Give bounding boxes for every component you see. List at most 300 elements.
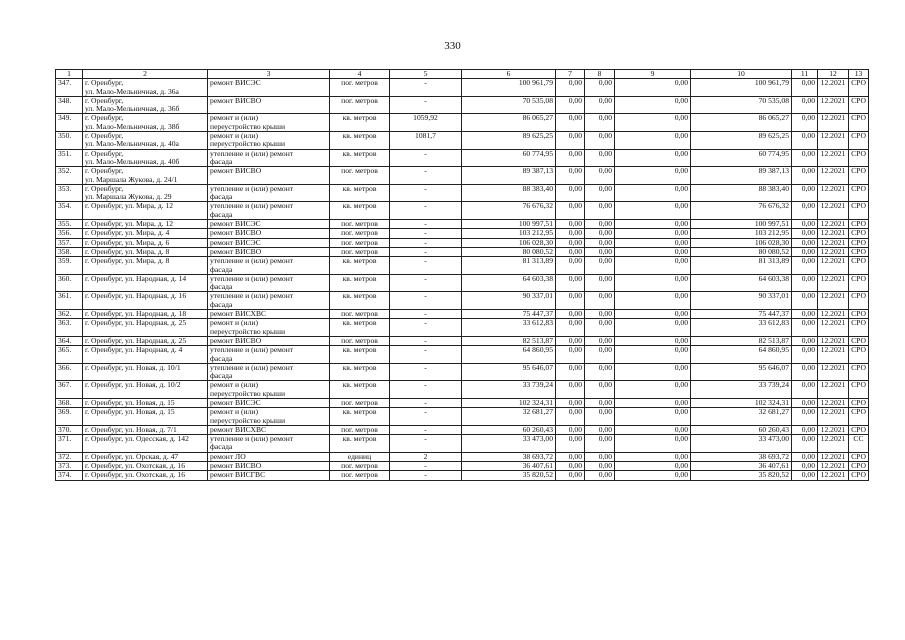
work-type-cell xyxy=(208,425,330,434)
cost-col7-cell: 0,00 xyxy=(556,229,585,238)
cost-col9-cell: 0,00 xyxy=(615,408,691,426)
fund-type-cell: СРО xyxy=(849,398,869,407)
work-type-cell xyxy=(208,114,330,132)
work-type-cell xyxy=(208,398,330,407)
work-type-cell-line: утепление и (или) ремонт xyxy=(210,291,294,301)
address-cell xyxy=(83,257,208,275)
fund-type-cell: СРО xyxy=(849,132,869,150)
cost-col11-cell: 0,00 xyxy=(792,274,818,292)
cost-col7-cell: 0,00 xyxy=(556,435,585,453)
fund-type-cell: СРО xyxy=(849,220,869,229)
quantity-cell: - xyxy=(390,257,462,275)
fund-cost-cell: 106 028,30 xyxy=(691,238,792,247)
quantity-cell: - xyxy=(390,238,462,247)
unit-cell: пог. метров xyxy=(330,425,390,434)
address-cell-line: г. Оренбург, xyxy=(85,113,124,123)
unit-cell: кв. метров xyxy=(330,114,390,132)
table-body xyxy=(56,79,869,480)
cost-col7-cell: 0,00 xyxy=(556,471,585,480)
cost-col8-cell: 0,00 xyxy=(585,202,615,220)
page-number: 330 xyxy=(444,40,461,52)
cost-col9-cell: 0,00 xyxy=(615,202,691,220)
address-cell-line: г. Оренбург, ул. Новая, д. 10/2 xyxy=(85,380,181,390)
work-type-cell xyxy=(208,238,330,247)
cost-col11-cell: 0,00 xyxy=(792,114,818,132)
cost-col7-cell: 0,00 xyxy=(556,79,585,97)
cost-col11-cell: 0,00 xyxy=(792,96,818,114)
cost-col7-cell: 0,00 xyxy=(556,274,585,292)
column-number-8: 8 xyxy=(585,70,615,79)
fund-cost-cell: 81 313,89 xyxy=(691,257,792,275)
total-cost-cell: 81 313,89 xyxy=(462,257,556,275)
deadline-cell: 12.2021 xyxy=(818,292,849,310)
deadline-cell: 12.2021 xyxy=(818,408,849,426)
cost-col8-cell: 0,00 xyxy=(585,149,615,167)
work-type-cell xyxy=(208,462,330,471)
deadline-cell: 12.2021 xyxy=(818,257,849,275)
table-row xyxy=(56,336,869,345)
fund-cost-cell: 102 324,31 xyxy=(691,398,792,407)
fund-type-cell: СРО xyxy=(849,408,869,426)
row-number: 359. xyxy=(56,257,83,275)
work-type-cell-line: ремонт ВИСГВС xyxy=(210,470,266,480)
cost-col11-cell: 0,00 xyxy=(792,462,818,471)
cost-col8-cell: 0,00 xyxy=(585,257,615,275)
unit-cell: кв. метров xyxy=(330,132,390,150)
work-type-cell-line: ремонт ВИСВО xyxy=(210,461,262,471)
deadline-cell: 12.2021 xyxy=(818,274,849,292)
cost-col8-cell: 0,00 xyxy=(585,363,615,381)
work-type-cell-line: ремонт и (или) xyxy=(210,407,258,417)
quantity-cell: 1081,7 xyxy=(390,132,462,150)
column-number-5: 5 xyxy=(390,70,462,79)
unit-cell: кв. метров xyxy=(330,202,390,220)
address-cell xyxy=(83,132,208,150)
cost-col9-cell: 0,00 xyxy=(615,220,691,229)
cost-col9-cell: 0,00 xyxy=(615,132,691,150)
address-cell-line: г. Оренбург, xyxy=(85,149,124,158)
column-number-13: 13 xyxy=(849,70,869,79)
address-cell-line: г. Оренбург, ул. Новая, д. 7/1 xyxy=(85,425,177,434)
column-number-12: 12 xyxy=(818,70,849,79)
cost-col7-cell: 0,00 xyxy=(556,398,585,407)
cost-col7-cell: 0,00 xyxy=(556,381,585,399)
cost-col7-cell: 0,00 xyxy=(556,184,585,202)
fund-type-cell: СРО xyxy=(849,247,869,256)
address-cell-line: г. Оренбург, ул. Мира, д. 4 xyxy=(85,228,170,238)
fund-type-cell: СРО xyxy=(849,471,869,480)
address-cell-line: ул. Мало-Мельничная, д. 40а xyxy=(85,139,179,149)
work-type-cell-line: фасада xyxy=(210,353,233,363)
cost-col7-cell: 0,00 xyxy=(556,238,585,247)
fund-cost-cell: 89 625,25 xyxy=(691,132,792,150)
table-row xyxy=(56,310,869,319)
cost-col8-cell: 0,00 xyxy=(585,452,615,461)
work-type-cell xyxy=(208,452,330,461)
fund-type-cell: СРО xyxy=(849,363,869,381)
address-cell-line: г. Оренбург, xyxy=(85,131,124,141)
row-number: 348. xyxy=(56,96,83,114)
table-row xyxy=(56,471,869,480)
fund-cost-cell: 103 212,95 xyxy=(691,229,792,238)
fund-cost-cell: 80 080,52 xyxy=(691,247,792,256)
total-cost-cell: 35 820,52 xyxy=(462,471,556,480)
table-row xyxy=(56,462,869,471)
column-number-9: 9 xyxy=(615,70,691,79)
cost-col8-cell: 0,00 xyxy=(585,398,615,407)
fund-type-cell: СРО xyxy=(849,114,869,132)
address-cell-line: г. Оренбург, ул. Охотская, д. 16 xyxy=(85,470,185,480)
table-row xyxy=(56,238,869,247)
fund-cost-cell: 32 681,27 xyxy=(691,408,792,426)
cost-col11-cell: 0,00 xyxy=(792,292,818,310)
table-row xyxy=(56,425,869,434)
total-cost-cell: 86 065,27 xyxy=(462,114,556,132)
row-number: 360. xyxy=(56,274,83,292)
cost-col8-cell: 0,00 xyxy=(585,408,615,426)
unit-cell: кв. метров xyxy=(330,408,390,426)
cost-col11-cell: 0,00 xyxy=(792,319,818,337)
total-cost-cell: 90 337,01 xyxy=(462,292,556,310)
work-type-cell-line: ремонт ВИСЭС xyxy=(210,219,261,229)
work-type-cell xyxy=(208,220,330,229)
cost-col8-cell: 0,00 xyxy=(585,184,615,202)
cost-col7-cell: 0,00 xyxy=(556,220,585,229)
cost-col8-cell: 0,00 xyxy=(585,247,615,256)
cost-col11-cell: 0,00 xyxy=(792,79,818,97)
cost-col8-cell: 0,00 xyxy=(585,220,615,229)
address-cell xyxy=(83,220,208,229)
cost-col9-cell: 0,00 xyxy=(615,229,691,238)
cost-col11-cell: 0,00 xyxy=(792,238,818,247)
work-type-cell-line: ремонт ВИСВО xyxy=(210,247,262,256)
cost-col7-cell: 0,00 xyxy=(556,149,585,167)
address-cell xyxy=(83,336,208,345)
total-cost-cell: 100 961,79 xyxy=(462,79,556,97)
cost-col11-cell: 0,00 xyxy=(792,310,818,319)
cost-col9-cell: 0,00 xyxy=(615,310,691,319)
total-cost-cell: 89 625,25 xyxy=(462,132,556,150)
work-type-cell-line: ремонт и (или) xyxy=(210,131,258,141)
deadline-cell: 12.2021 xyxy=(818,319,849,337)
address-cell xyxy=(83,363,208,381)
cost-col7-cell: 0,00 xyxy=(556,114,585,132)
table-row xyxy=(56,184,869,202)
fund-cost-cell: 35 820,52 xyxy=(691,471,792,480)
capital-repair-table xyxy=(55,69,869,481)
table-row xyxy=(56,274,869,292)
cost-col9-cell: 0,00 xyxy=(615,292,691,310)
cost-col11-cell: 0,00 xyxy=(792,167,818,185)
cost-col11-cell: 0,00 xyxy=(792,363,818,381)
work-type-cell-line: ремонт ВИСЭС xyxy=(210,238,261,247)
unit-cell: кв. метров xyxy=(330,435,390,453)
cost-col8-cell: 0,00 xyxy=(585,79,615,97)
fund-type-cell: СРО xyxy=(849,167,869,185)
fund-cost-cell: 33 739,24 xyxy=(691,381,792,399)
total-cost-cell: 36 407,61 xyxy=(462,462,556,471)
work-type-cell-line: ремонт ВИСЭС xyxy=(210,78,261,88)
address-cell-line: г. Оренбург, ул. Мира, д. 6 xyxy=(85,238,170,247)
fund-type-cell: СРО xyxy=(849,452,869,461)
work-type-cell xyxy=(208,247,330,256)
cost-col9-cell: 0,00 xyxy=(615,274,691,292)
work-type-cell xyxy=(208,132,330,150)
deadline-cell: 12.2021 xyxy=(818,398,849,407)
deadline-cell: 12.2021 xyxy=(818,310,849,319)
cost-col7-cell: 0,00 xyxy=(556,319,585,337)
fund-cost-cell: 33 473,00 xyxy=(691,435,792,453)
address-cell xyxy=(83,435,208,453)
address-cell xyxy=(83,274,208,292)
row-number: 352. xyxy=(56,167,83,185)
row-number: 370. xyxy=(56,425,83,434)
cost-col9-cell: 0,00 xyxy=(615,398,691,407)
work-type-cell xyxy=(208,257,330,275)
total-cost-cell: 89 387,13 xyxy=(462,167,556,185)
row-number: 349. xyxy=(56,114,83,132)
total-cost-cell: 103 212,95 xyxy=(462,229,556,238)
cost-col8-cell: 0,00 xyxy=(585,114,615,132)
cost-col7-cell: 0,00 xyxy=(556,425,585,434)
unit-cell: пог. метров xyxy=(330,247,390,256)
total-cost-cell: 64 603,38 xyxy=(462,274,556,292)
fund-type-cell: СРО xyxy=(849,184,869,202)
address-cell xyxy=(83,408,208,426)
unit-cell: пог. метров xyxy=(330,310,390,319)
fund-cost-cell: 95 646,07 xyxy=(691,363,792,381)
work-type-cell xyxy=(208,292,330,310)
fund-type-cell: СРО xyxy=(849,274,869,292)
work-type-cell-line: фасада xyxy=(210,442,233,452)
work-type-cell xyxy=(208,79,330,97)
work-type-cell-line: фасада xyxy=(210,209,233,219)
unit-cell: пог. метров xyxy=(330,220,390,229)
cost-col9-cell: 0,00 xyxy=(615,336,691,345)
table-row xyxy=(56,149,869,167)
work-type-cell xyxy=(208,363,330,381)
cost-col11-cell: 0,00 xyxy=(792,471,818,480)
quantity-cell: - xyxy=(390,229,462,238)
total-cost-cell: 33 473,00 xyxy=(462,435,556,453)
cost-col9-cell: 0,00 xyxy=(615,471,691,480)
row-number: 358. xyxy=(56,247,83,256)
work-type-cell-line: утепление и (или) ремонт xyxy=(210,434,294,444)
work-type-cell-line: утепление и (или) ремонт xyxy=(210,363,294,372)
cost-col11-cell: 0,00 xyxy=(792,398,818,407)
address-cell-line: г. Оренбург, ул. Народная, д. 25 xyxy=(85,318,187,328)
cost-col7-cell: 0,00 xyxy=(556,167,585,185)
cost-col9-cell: 0,00 xyxy=(615,167,691,185)
unit-cell: пог. метров xyxy=(330,229,390,238)
work-type-cell xyxy=(208,310,330,319)
cost-col8-cell: 0,00 xyxy=(585,471,615,480)
work-type-cell-line: переустройство крыши xyxy=(210,139,286,149)
deadline-cell: 12.2021 xyxy=(818,229,849,238)
cost-col11-cell: 0,00 xyxy=(792,202,818,220)
address-cell xyxy=(83,247,208,256)
cost-col9-cell: 0,00 xyxy=(615,114,691,132)
fund-type-cell: СРО xyxy=(849,381,869,399)
table-row xyxy=(56,132,869,150)
deadline-cell: 12.2021 xyxy=(818,336,849,345)
cost-col7-cell: 0,00 xyxy=(556,462,585,471)
cost-col8-cell: 0,00 xyxy=(585,435,615,453)
unit-cell: кв. метров xyxy=(330,363,390,381)
cost-col7-cell: 0,00 xyxy=(556,202,585,220)
fund-cost-cell: 70 535,08 xyxy=(691,96,792,114)
quantity-cell: - xyxy=(390,471,462,480)
unit-cell: пог. метров xyxy=(330,79,390,97)
fund-cost-cell: 88 383,40 xyxy=(691,184,792,202)
unit-cell: кв. метров xyxy=(330,292,390,310)
cost-col9-cell: 0,00 xyxy=(615,435,691,453)
work-type-cell-line: утепление и (или) ремонт xyxy=(210,149,294,158)
work-type-cell-line: фасада xyxy=(210,156,233,166)
cost-col8-cell: 0,00 xyxy=(585,132,615,150)
address-cell xyxy=(83,425,208,434)
total-cost-cell: 70 535,08 xyxy=(462,96,556,114)
cost-col11-cell: 0,00 xyxy=(792,435,818,453)
unit-cell: кв. метров xyxy=(330,184,390,202)
quantity-cell: - xyxy=(390,79,462,97)
deadline-cell: 12.2021 xyxy=(818,79,849,97)
address-cell xyxy=(83,319,208,337)
cost-col9-cell: 0,00 xyxy=(615,425,691,434)
row-number: 366. xyxy=(56,363,83,381)
cost-col8-cell: 0,00 xyxy=(585,310,615,319)
address-cell xyxy=(83,229,208,238)
deadline-cell: 12.2021 xyxy=(818,132,849,150)
work-type-cell xyxy=(208,184,330,202)
cost-col7-cell: 0,00 xyxy=(556,310,585,319)
cost-col9-cell: 0,00 xyxy=(615,79,691,97)
table-row xyxy=(56,363,869,381)
cost-col11-cell: 0,00 xyxy=(792,132,818,150)
address-cell xyxy=(83,310,208,319)
work-type-cell-line: ремонт ВИСХВС xyxy=(210,309,267,319)
fund-type-cell: СРО xyxy=(849,149,869,167)
total-cost-cell: 32 681,27 xyxy=(462,408,556,426)
deadline-cell: 12.2021 xyxy=(818,220,849,229)
cost-col7-cell: 0,00 xyxy=(556,346,585,364)
fund-type-cell: СРО xyxy=(849,79,869,97)
fund-type-cell: СРО xyxy=(849,229,869,238)
fund-cost-cell: 60 260,43 xyxy=(691,425,792,434)
unit-cell: единиц xyxy=(330,452,390,461)
work-type-cell-line: переустройство крыши xyxy=(210,415,286,425)
unit-cell: кв. метров xyxy=(330,149,390,167)
unit-cell: пог. метров xyxy=(330,238,390,247)
cost-col9-cell: 0,00 xyxy=(615,346,691,364)
work-type-cell-line: ремонт ВИСВО xyxy=(210,336,262,345)
quantity-cell: - xyxy=(390,408,462,426)
row-number: 357. xyxy=(56,238,83,247)
address-cell-line: г. Оренбург, ул. Народная, д. 16 xyxy=(85,291,187,301)
address-cell-line: ул. Мало-Мельничная, д. 36б xyxy=(85,104,180,114)
row-number: 371. xyxy=(56,435,83,453)
cost-col11-cell: 0,00 xyxy=(792,346,818,364)
unit-cell: пог. метров xyxy=(330,167,390,185)
cost-col9-cell: 0,00 xyxy=(615,96,691,114)
address-cell xyxy=(83,202,208,220)
cost-col7-cell: 0,00 xyxy=(556,292,585,310)
cost-col7-cell: 0,00 xyxy=(556,132,585,150)
total-cost-cell: 106 028,30 xyxy=(462,238,556,247)
address-cell xyxy=(83,149,208,167)
total-cost-cell: 88 383,40 xyxy=(462,184,556,202)
column-number-2: 2 xyxy=(83,70,208,79)
table-row xyxy=(56,408,869,426)
quantity-cell: - xyxy=(390,247,462,256)
cost-col9-cell: 0,00 xyxy=(615,452,691,461)
unit-cell: кв. метров xyxy=(330,346,390,364)
quantity-cell: - xyxy=(390,274,462,292)
quantity-cell: - xyxy=(390,381,462,399)
cost-col11-cell: 0,00 xyxy=(792,184,818,202)
cost-col11-cell: 0,00 xyxy=(792,257,818,275)
fund-cost-cell: 100 997,51 xyxy=(691,220,792,229)
fund-cost-cell: 82 513,87 xyxy=(691,336,792,345)
cost-col8-cell: 0,00 xyxy=(585,425,615,434)
address-cell xyxy=(83,167,208,185)
total-cost-cell: 60 774,95 xyxy=(462,149,556,167)
work-type-cell-line: фасада xyxy=(210,264,233,274)
unit-cell: кв. метров xyxy=(330,257,390,275)
cost-col9-cell: 0,00 xyxy=(615,257,691,275)
address-cell-line: ул. Маршала Жукова, д. 29 xyxy=(85,192,172,202)
address-cell-line: г. Оренбург, ул. Народная, д. 14 xyxy=(85,274,187,283)
quantity-cell: - xyxy=(390,336,462,345)
quantity-cell: 1059,92 xyxy=(390,114,462,132)
column-number-10: 10 xyxy=(691,70,792,79)
address-cell-line: г. Оренбург, ул. Новая, д. 10/1 xyxy=(85,363,181,372)
deadline-cell: 12.2021 xyxy=(818,363,849,381)
deadline-cell: 12.2021 xyxy=(818,238,849,247)
work-type-cell-line: утепление и (или) ремонт xyxy=(210,345,294,355)
row-number: 368. xyxy=(56,398,83,407)
address-cell xyxy=(83,452,208,461)
work-type-cell-line: ремонт и (или) xyxy=(210,380,258,390)
cost-col8-cell: 0,00 xyxy=(585,336,615,345)
work-type-cell-line: переустройство крыши xyxy=(210,388,286,398)
work-type-cell-line: фасада xyxy=(210,299,233,309)
total-cost-cell: 33 739,24 xyxy=(462,381,556,399)
fund-type-cell: СРО xyxy=(849,425,869,434)
address-cell xyxy=(83,292,208,310)
cost-col8-cell: 0,00 xyxy=(585,238,615,247)
cost-col9-cell: 0,00 xyxy=(615,363,691,381)
work-type-cell-line: переустройство крыши xyxy=(210,326,286,336)
table-row xyxy=(56,398,869,407)
column-number-11: 11 xyxy=(792,70,818,79)
cost-col11-cell: 0,00 xyxy=(792,336,818,345)
address-cell-line: ул. Мало-Мельничная, д. 38б xyxy=(85,121,180,131)
table-row xyxy=(56,229,869,238)
deadline-cell: 12.2021 xyxy=(818,96,849,114)
total-cost-cell: 82 513,87 xyxy=(462,336,556,345)
work-type-cell xyxy=(208,381,330,399)
fund-type-cell: СРО xyxy=(849,462,869,471)
row-number: 364. xyxy=(56,336,83,345)
unit-cell: пог. метров xyxy=(330,471,390,480)
quantity-cell: - xyxy=(390,167,462,185)
work-type-cell xyxy=(208,346,330,364)
quantity-cell: - xyxy=(390,310,462,319)
work-type-cell-line: ремонт и (или) xyxy=(210,318,258,328)
table-row xyxy=(56,96,869,114)
quantity-cell: - xyxy=(390,346,462,364)
